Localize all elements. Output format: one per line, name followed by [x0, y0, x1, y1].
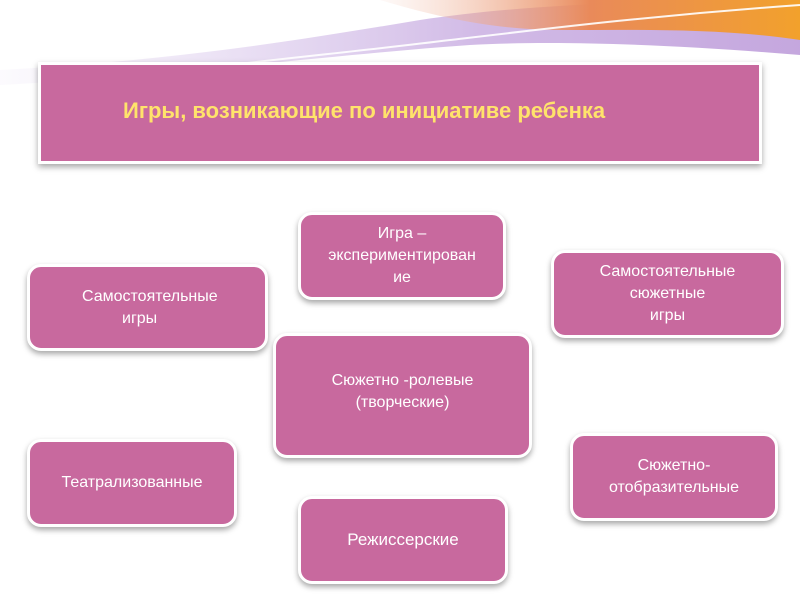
- node-independent-plot-line3: игры: [649, 307, 686, 324]
- node-independent-plot-line2: сюжетные: [629, 285, 706, 302]
- node-experimentation-line2: экспериментирован: [328, 247, 476, 264]
- node-plot-display-line2: отобразительные: [608, 479, 740, 496]
- node-director: [298, 496, 508, 584]
- title-box: [38, 62, 762, 164]
- node-theatrical-label: Театрализованные: [61, 474, 203, 491]
- node-theatrical: [27, 439, 237, 527]
- node-plot-display: [570, 433, 778, 521]
- node-independent-line1: Самостоятельные: [82, 287, 218, 305]
- node-plot-display-line1: Сюжетно-: [637, 457, 711, 474]
- node-independent-line2: игры: [122, 309, 158, 327]
- node-experimentation: [298, 212, 506, 300]
- node-experimentation-line3: ие: [393, 269, 411, 286]
- node-independent-plot: [551, 250, 784, 338]
- node-role-play-line2: (творческие): [355, 393, 450, 411]
- node-role-play: [273, 333, 532, 458]
- node-independent: [27, 264, 268, 351]
- node-independent-plot-line1: Самостоятельные: [599, 263, 736, 280]
- node-director-label: Режиссерские: [347, 530, 459, 549]
- node-experimentation-line1: Игра –: [377, 225, 427, 242]
- diagram-title: Игры, возникающие по инициативе ребенка: [123, 98, 606, 123]
- node-role-play-line1: Сюжетно -ролевые: [331, 371, 474, 389]
